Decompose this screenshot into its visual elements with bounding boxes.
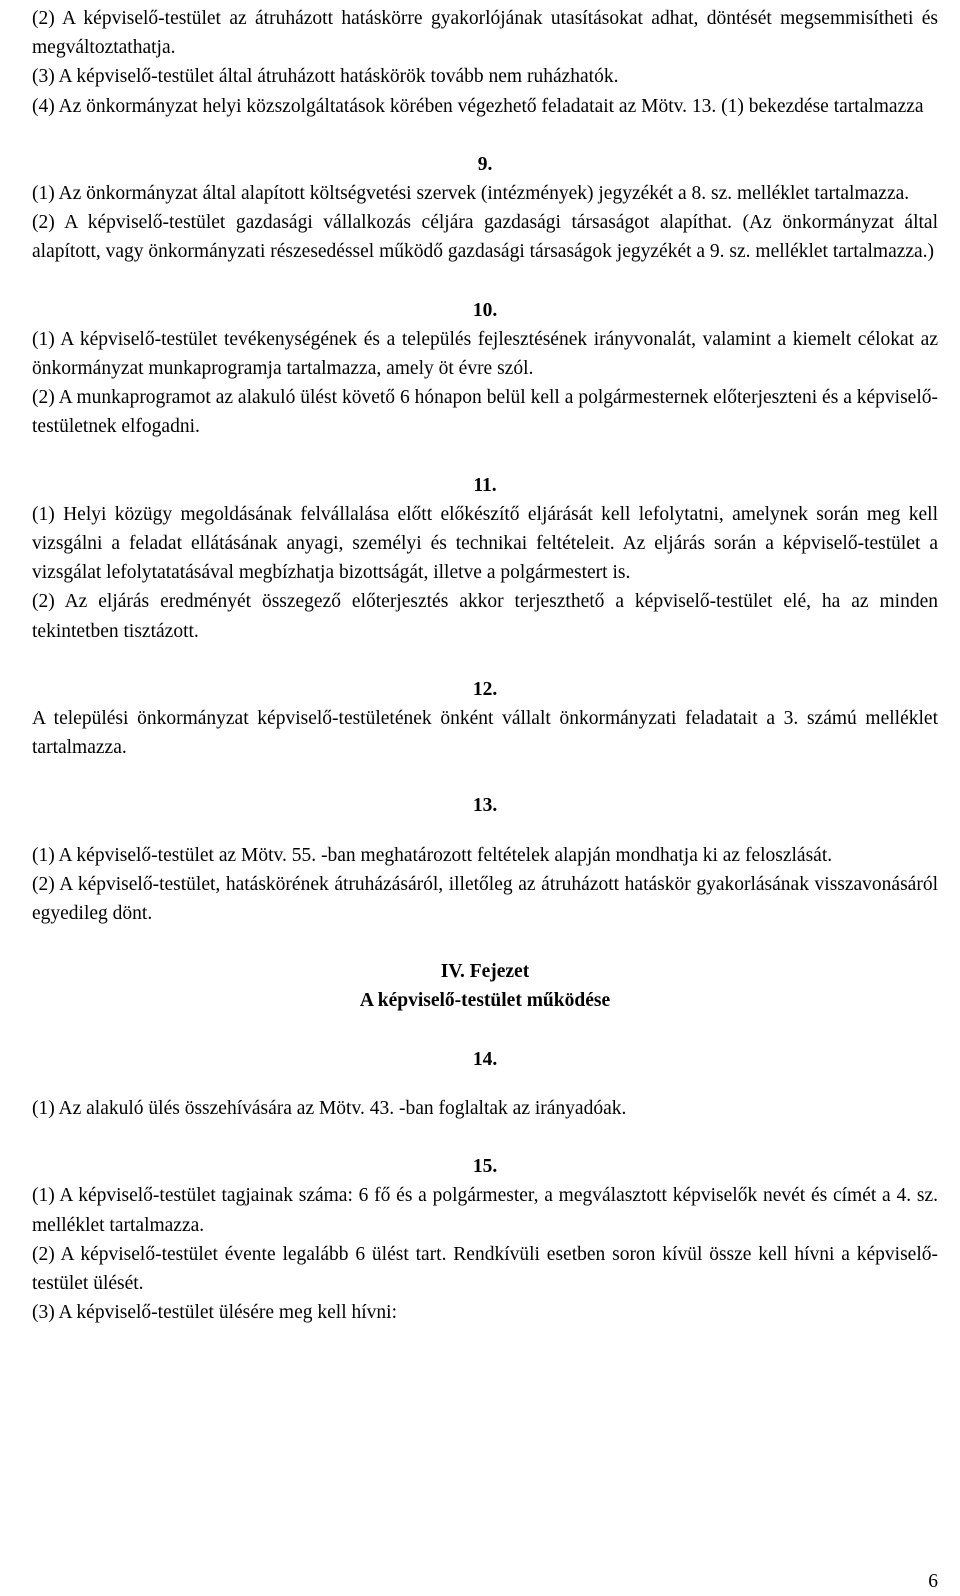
spacer — [32, 442, 938, 471]
section-heading: 14. — [472, 1048, 498, 1070]
paragraph: (1) Az alakuló ülés összehívására az Mötv. 43. -ban foglaltak az irányadóak. — [32, 1097, 627, 1119]
paragraph: (2) A képviselő-testület, hatáskörének átruházásáról, illetőleg az átruházott hatáskör gyakorlásának visszavonásáról egyedileg dönt. — [32, 873, 938, 925]
spacer — [32, 1123, 938, 1152]
section-heading: 11. — [473, 474, 497, 496]
paragraph: (2) A munkaprogramot az alakuló ülést követő 6 hónapon belül kell a polgármesternek előterjeszteni és a képviselő-testületnek elfogadni. — [32, 387, 938, 438]
paragraph: (1) A képviselő-testület tagjainak száma: 6 fő és a polgármester, a megválasztott képviselők nevét és címét a 4. sz. melléklet tartalmazza. — [32, 1185, 938, 1236]
section-heading: 15. — [472, 1156, 498, 1178]
paragraph: (2) A képviselő-testület az átruházott hatáskörre gyakorlójának utasításokat adhat, döntését megsemmisítheti és megváltoztathatja. — [32, 8, 938, 59]
spacer — [32, 1016, 938, 1045]
paragraph: (4) Az önkormányzat helyi közszolgáltatások körében végezhető feladatait az Mötv. 13. (1) bekezdése tartalmazza — [32, 95, 924, 117]
spacer — [32, 821, 938, 841]
paragraph: (2) Az eljárás eredményét összegező előterjesztés akkor terjeszthető a képviselő-testület elé, ha az minden tekintetben tisztázott. — [32, 591, 938, 642]
paragraph: (1) A képviselő-testület az Mötv. 55. -ban meghatározott feltételek alapján mondhatja ki az feloszlását. — [32, 844, 833, 866]
spacer — [32, 928, 938, 957]
paragraph: (3) A képviselő-testület ülésére meg kell hívni: — [32, 1302, 397, 1324]
section-heading: 9. — [477, 153, 493, 175]
spacer — [32, 1074, 938, 1094]
section-heading: 12. — [472, 678, 498, 700]
page-number: 6 — [928, 1571, 938, 1592]
spacer — [32, 762, 938, 791]
spacer — [32, 646, 938, 675]
paragraph: (1) Helyi közügy megoldásának felvállalása előtt előkészítő eljárását kell lefolytatni, amelynek során meg kell vizsgálni a feladat ellátásának anyagi, személyi és technikai feltételeit. Az eljárás során a képviselő-testület a vizsgálat lefolytatatásával megbízhatja bizottságát, illetve a polgármestert is. — [32, 503, 938, 584]
spacer — [32, 121, 938, 150]
paragraph: (1) A képviselő-testület tevékenységének és a település fejlesztésének irányvonalát, valamint a kiemelt célokat az önkormányzat munkaprogramja tartalmazza, amely öt évre szól. — [32, 328, 938, 380]
paragraph: A települési önkormányzat képviselő-testületének önként vállalt önkormányzati feladatait a 3. számú melléklet tartalmazza. — [32, 708, 938, 759]
spacer — [32, 267, 938, 296]
section-heading: IV. Fejezet — [440, 961, 530, 983]
paragraph: (2) A képviselő-testület gazdasági vállalkozás céljára gazdasági társaságot alapíthat. (Az önkormányzat által alapított, vagy önkormányzati részesedéssel működő gazdasági társaságok jegyzékét a 9. sz. melléklet tartalmazza.) — [32, 212, 938, 263]
document-page — [32, 4, 938, 1327]
section-heading: A képviselő-testület működése — [359, 990, 611, 1012]
paragraph: (3) A képviselő-testület által átruházott hatáskörök tovább nem ruházhatók. — [32, 66, 619, 88]
section-heading: 13. — [472, 795, 498, 817]
paragraph: (1) Az önkormányzat által alapított költségvetési szervek (intézmények) jegyzékét a 8. sz. melléklet tartalmazza. — [32, 183, 910, 205]
section-heading: 10. — [472, 299, 498, 321]
paragraph: (2) A képviselő-testület évente legalább 6 ülést tart. Rendkívüli esetben soron kívül össze kell hívni a képviselő-testület ülését. — [32, 1243, 938, 1294]
